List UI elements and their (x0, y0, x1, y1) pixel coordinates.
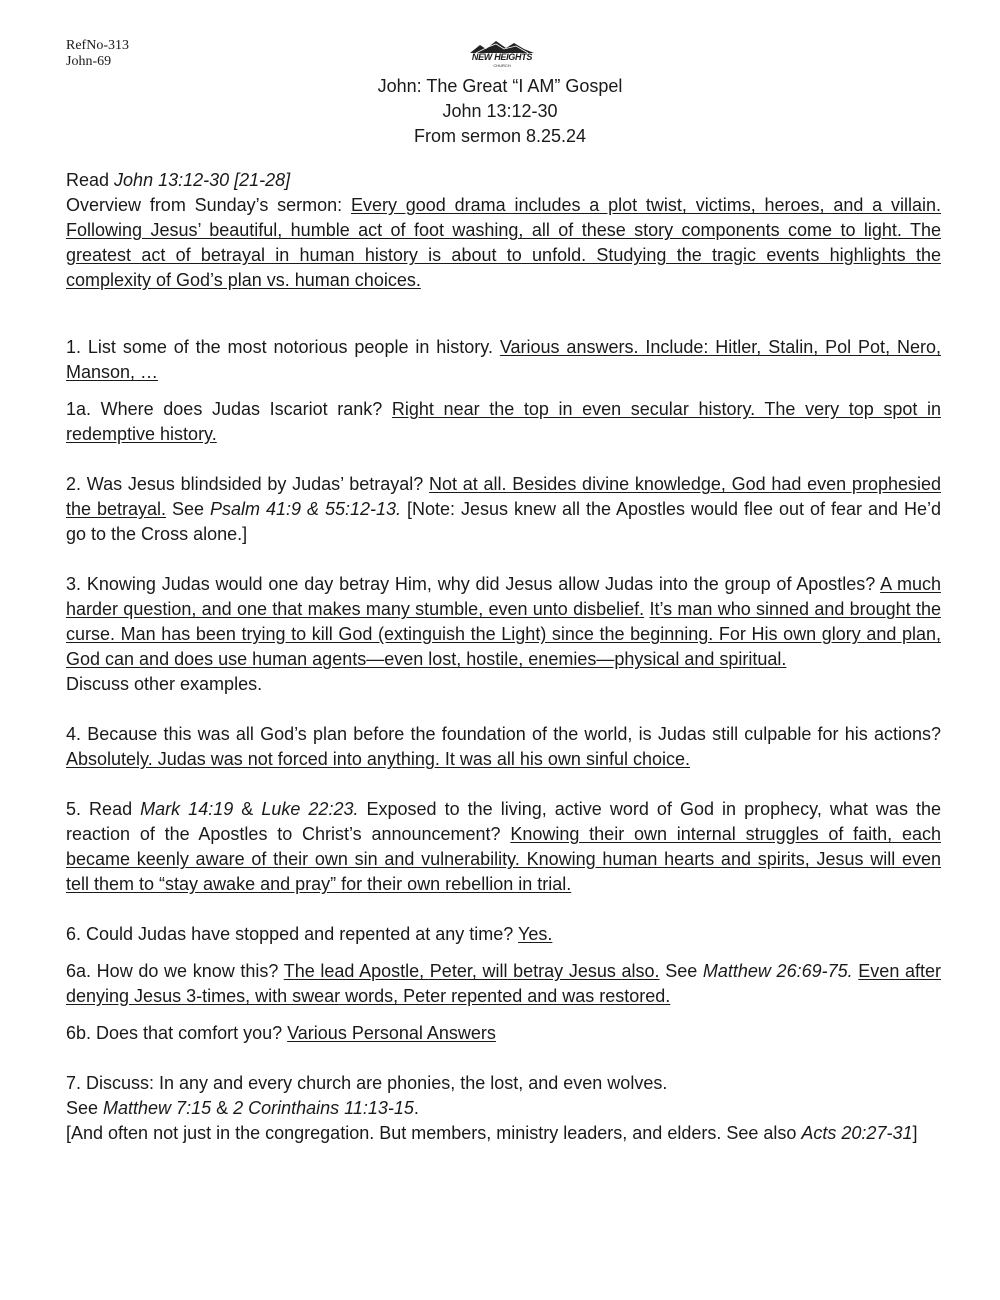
answer-text: A much harder question, and one that makes many stumble, even unto disbelief. (66, 574, 941, 619)
question-6 (66, 922, 941, 947)
read-prefix: 5. Read (66, 799, 141, 819)
study-content (66, 168, 941, 1146)
scripture-passage: John 13:12-30 (442, 101, 558, 121)
scripture-reference-2: 2 Corinthains 11:13-15 (233, 1098, 414, 1118)
scripture-reference-3: Acts 20:27-31 (801, 1123, 913, 1143)
scripture-reference-2: Luke 22:23. (261, 799, 359, 819)
document-title: John: The Great “I AM” Gospel (377, 76, 623, 96)
question-text: Exposed to the living, active word of God in prophecy, what was the reaction of the Apostles to Christ’s announcement? (66, 799, 942, 844)
sermon-date: From sermon 8.25.24 (413, 126, 587, 146)
see-label: See (166, 499, 211, 519)
question-text: 4. Because this was all God’s plan before the foundation of the world, is Judas still culpable for his actions? (66, 724, 941, 744)
answer-text: Not at all. Besides divine knowledge, God had even prophesied the betrayal. (66, 474, 942, 519)
question-text: 2. Was Jesus blindsided by Judas’ betrayal? (66, 474, 430, 494)
scripture-reference: Matthew 7:15 (103, 1098, 212, 1118)
read-reference: John 13:12-30 [21-28] (114, 170, 291, 190)
answer-text: The lead Apostle, Peter, will betray Jesus also. (283, 961, 660, 981)
question-6a (66, 959, 941, 1009)
question-text: 1a. Where does Judas Iscariot rank? (66, 399, 392, 419)
question-text: 6. Could Judas have stopped and repented at any time? (66, 924, 518, 944)
question-text: 1. List some of the most notorious people in history. (66, 337, 500, 357)
ampersand: & (211, 1098, 234, 1118)
church-logo (466, 40, 538, 70)
question-6b (66, 1021, 941, 1046)
answer-text: Yes. (518, 924, 553, 944)
ampersand: & (233, 799, 262, 819)
overview-label: Overview from Sunday’s sermon: (66, 195, 351, 215)
read-line (66, 168, 941, 193)
ref-series: John-69 (66, 54, 112, 69)
answer-text-continued: Even after denying Jesus 3-times, with swear words, Peter repented and was restored. (66, 961, 941, 1006)
discussion-prompt: Discuss other examples. (66, 674, 263, 694)
scripture-reference: Mark 14:19 (140, 799, 234, 819)
ref-number: RefNo-313 (66, 38, 129, 53)
answer-text-continued: It’s man who sinned and brought the curse. Man has been trying to kill God (extinguish the Light) since the beginning. For His own glory and plan, God can and does use human agents—even lost, hostile, enemies—physical and spiritual. (66, 599, 941, 669)
question-5 (66, 797, 941, 897)
note-text: [Note: Jesus knew all the Apostles would flee out of fear and He’d go to the Cross alone.] (66, 499, 942, 544)
question-7 (66, 1071, 941, 1146)
question-text: 7. Discuss: In any and every church are phonies, the lost, and even wolves. (66, 1073, 668, 1093)
question-text: 3. Knowing Judas would one day betray Him, why did Jesus allow Judas into the group of Apostles? (66, 574, 881, 594)
read-label: Read (66, 170, 115, 190)
question-1 (66, 335, 941, 385)
answer-text: Right near the top in even secular history. The very top spot in redemptive history. (66, 399, 941, 444)
logo-subtitle: CHURCH (493, 63, 511, 68)
see-label: See (659, 961, 703, 981)
scripture-reference: Psalm 41:9 & 55:12-13. (210, 499, 402, 519)
note-text: [And often not just in the congregation. But members, ministry leaders, and elders. See also (66, 1123, 802, 1143)
document-header (0, 74, 1000, 149)
question-text: 6b. Does that comfort you? (66, 1023, 288, 1043)
question-text: 6a. How do we know this? (66, 961, 284, 981)
period: . (413, 1098, 419, 1118)
logo-name: NEW HEIGHTS (471, 52, 533, 62)
overview (66, 193, 941, 293)
question-1a (66, 397, 941, 447)
scripture-reference: Matthew 26:69-75. (702, 961, 853, 981)
question-2 (66, 472, 941, 547)
question-3 (66, 572, 941, 697)
answer-text: Various Personal Answers (287, 1023, 496, 1043)
answer-text: Knowing their own internal struggles of faith, each became keenly aware of their own sin and vulnerability. Knowing human hearts and spirits, Jesus will even tell them to “stay awake and pray” for their own rebellion in trial. (66, 824, 941, 894)
reference-number (66, 38, 129, 70)
overview-text: Every good drama includes a plot twist, victims, heroes, and a villain. Following Jesus’ beautiful, humble act of foot washing, all of these story components come to light. The greatest act of betrayal in human history is about to unfold. Studying the tragic events highlights the complexity of God’s plan vs. human choices. (66, 195, 941, 290)
answer-text: Various answers. Include: Hitler, Stalin, Pol Pot, Nero, Manson, … (66, 337, 941, 382)
answer-text: Absolutely. Judas was not forced into anything. It was all his own sinful choice. (66, 749, 690, 769)
question-4 (66, 722, 941, 772)
closing-bracket: ] (912, 1123, 918, 1143)
see-label: See (66, 1098, 104, 1118)
